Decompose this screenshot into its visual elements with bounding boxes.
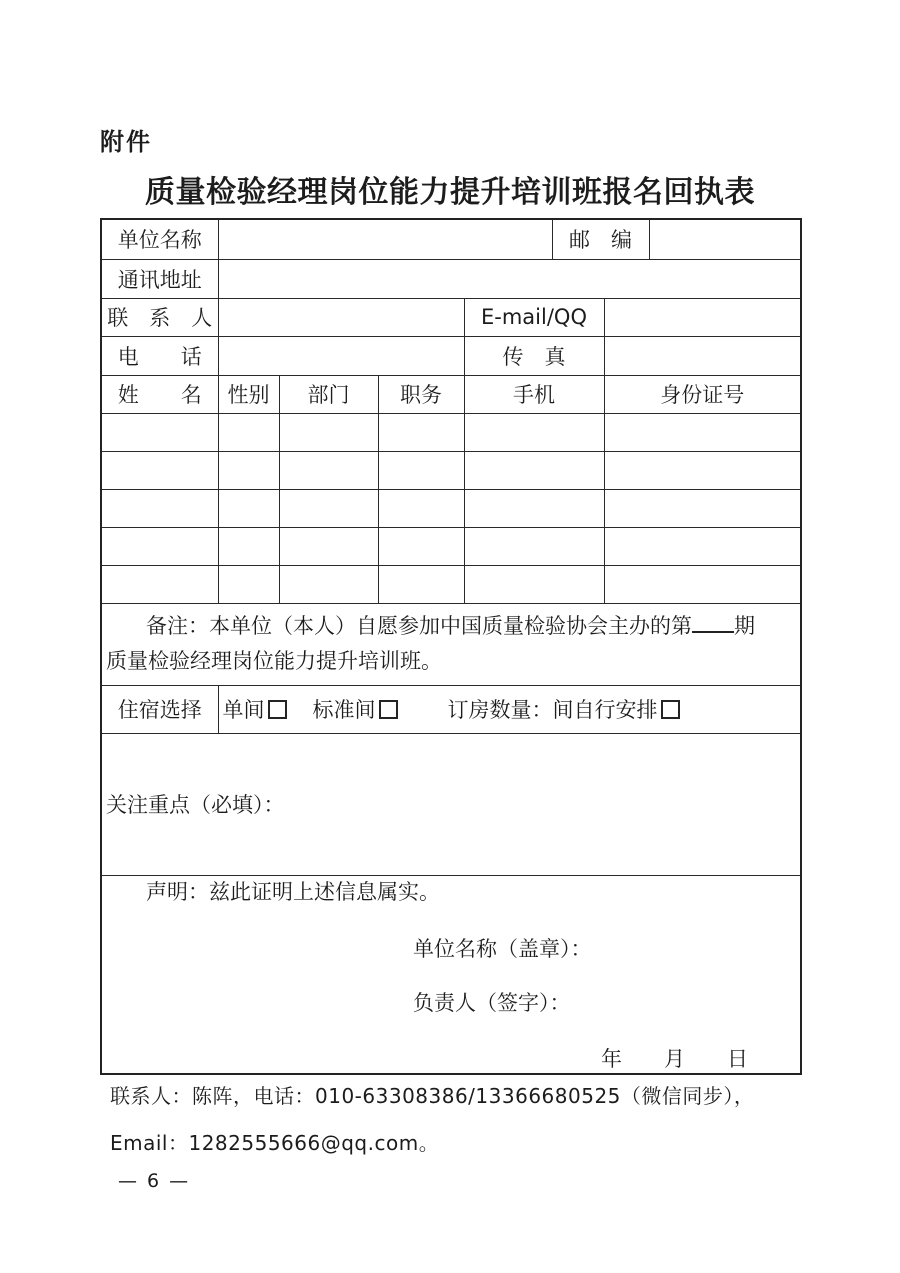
fax-label: 传 真 bbox=[464, 336, 604, 375]
roster-cell bbox=[279, 413, 378, 451]
row-unit-name bbox=[101, 219, 801, 259]
remark-line2: 质量检验经理岗位能力提升培训班。 bbox=[106, 649, 442, 673]
roster-cell bbox=[464, 565, 604, 603]
unit-name-label: 单位名称 bbox=[101, 219, 218, 259]
roster-cell bbox=[101, 413, 218, 451]
remark-text-pre: 备注：本单位（本人）自愿参加中国质量检验协会主办的第 bbox=[146, 614, 692, 638]
self-arrange-checkbox bbox=[661, 700, 680, 719]
roster-empty-row bbox=[101, 489, 801, 527]
declaration-statement: 声明：兹此证明上述信息属实。 bbox=[146, 879, 440, 904]
remark-blank-line bbox=[692, 613, 734, 633]
remark-line1 bbox=[106, 609, 796, 644]
lodging-options-cell bbox=[218, 685, 801, 733]
roster-cell bbox=[378, 565, 464, 603]
email-qq-value-cell bbox=[604, 298, 801, 336]
roster-cell bbox=[378, 413, 464, 451]
roster-cell bbox=[101, 489, 218, 527]
lodging-row bbox=[101, 685, 801, 733]
footer-email-line: Email：1282555666@qq.com。 bbox=[110, 1131, 440, 1155]
remark-text-post: 期 bbox=[734, 614, 755, 638]
registration-form-table bbox=[100, 218, 802, 1075]
roster-cell bbox=[464, 489, 604, 527]
roster-empty-row bbox=[101, 565, 801, 603]
roster-cell bbox=[378, 451, 464, 489]
roster-cell bbox=[279, 527, 378, 565]
roster-empty-row bbox=[101, 451, 801, 489]
lodging-self-arrange-label: 自行安排 bbox=[573, 698, 658, 722]
address-label: 通讯地址 bbox=[101, 259, 218, 298]
roster-cell bbox=[378, 489, 464, 527]
remark-row bbox=[101, 603, 801, 685]
lodging-single-room-label: 单间 bbox=[222, 698, 265, 722]
focus-label: 关注重点（必填）： bbox=[106, 793, 285, 817]
fax-value-cell bbox=[604, 336, 801, 375]
roster-cell bbox=[218, 565, 279, 603]
lodging-quantity-label: 订房数量： bbox=[447, 698, 553, 722]
postal-code-value-cell bbox=[649, 219, 801, 259]
postal-code-label: 邮 编 bbox=[552, 219, 649, 259]
phone-label: 电 话 bbox=[101, 336, 218, 375]
roster-cell bbox=[464, 527, 604, 565]
roster-cell bbox=[604, 565, 801, 603]
lodging-label: 住宿选择 bbox=[101, 685, 218, 733]
address-value-cell bbox=[218, 259, 801, 298]
row-contact bbox=[101, 298, 801, 336]
roster-header-name: 姓 名 bbox=[101, 375, 218, 413]
roster-cell bbox=[604, 451, 801, 489]
page-number: — 6 — bbox=[118, 1170, 191, 1192]
roster-cell bbox=[464, 413, 604, 451]
roster-empty-row bbox=[101, 413, 801, 451]
roster-header-id-number: 身份证号 bbox=[604, 375, 801, 413]
roster-header-department: 部门 bbox=[279, 375, 378, 413]
standard-room-checkbox bbox=[379, 700, 398, 719]
contact-label: 联 系 人 bbox=[101, 298, 218, 336]
roster-cell bbox=[218, 451, 279, 489]
roster-empty-row bbox=[101, 527, 801, 565]
declaration-cell bbox=[101, 875, 801, 1074]
roster-cell bbox=[218, 527, 279, 565]
focus-row bbox=[101, 733, 801, 875]
row-address bbox=[101, 259, 801, 298]
roster-cell bbox=[218, 413, 279, 451]
roster-cell bbox=[279, 489, 378, 527]
roster-header-row bbox=[101, 375, 801, 413]
unit-name-value-cell bbox=[218, 219, 552, 259]
roster-cell bbox=[101, 451, 218, 489]
roster-cell bbox=[464, 451, 604, 489]
roster-cell bbox=[604, 489, 801, 527]
roster-cell bbox=[218, 489, 279, 527]
row-phone bbox=[101, 336, 801, 375]
phone-value-cell bbox=[218, 336, 464, 375]
roster-cell bbox=[101, 565, 218, 603]
single-room-checkbox bbox=[268, 700, 287, 719]
roster-cell bbox=[101, 527, 218, 565]
remark-cell bbox=[101, 603, 801, 685]
email-qq-label: E-mail/QQ bbox=[464, 298, 604, 336]
roster-header-mobile: 手机 bbox=[464, 375, 604, 413]
roster-cell bbox=[604, 527, 801, 565]
attachment-label: 附件 bbox=[100, 128, 152, 156]
page-title: 质量检验经理岗位能力提升培训班报名回执表 bbox=[145, 175, 755, 210]
roster-cell bbox=[279, 565, 378, 603]
contact-value-cell bbox=[218, 298, 464, 336]
roster-cell bbox=[604, 413, 801, 451]
roster-cell bbox=[378, 527, 464, 565]
declaration-row bbox=[101, 875, 801, 1074]
lodging-quantity-unit: 间 bbox=[552, 698, 574, 722]
roster-header-position: 职务 bbox=[378, 375, 464, 413]
declaration-seal-line: 单位名称（盖章）： bbox=[413, 936, 592, 961]
lodging-standard-room-label: 标准间 bbox=[312, 698, 376, 722]
focus-cell bbox=[101, 733, 801, 875]
footer-contact-line: 联系人：陈阵，电话：010-63308386/13366680525（微信同步）， bbox=[110, 1084, 755, 1108]
declaration-date-line: 年 月 日 bbox=[601, 1046, 748, 1071]
roster-header-gender: 性别 bbox=[218, 375, 279, 413]
declaration-sign-line: 负责人（签字）： bbox=[413, 990, 571, 1015]
roster-cell bbox=[279, 451, 378, 489]
